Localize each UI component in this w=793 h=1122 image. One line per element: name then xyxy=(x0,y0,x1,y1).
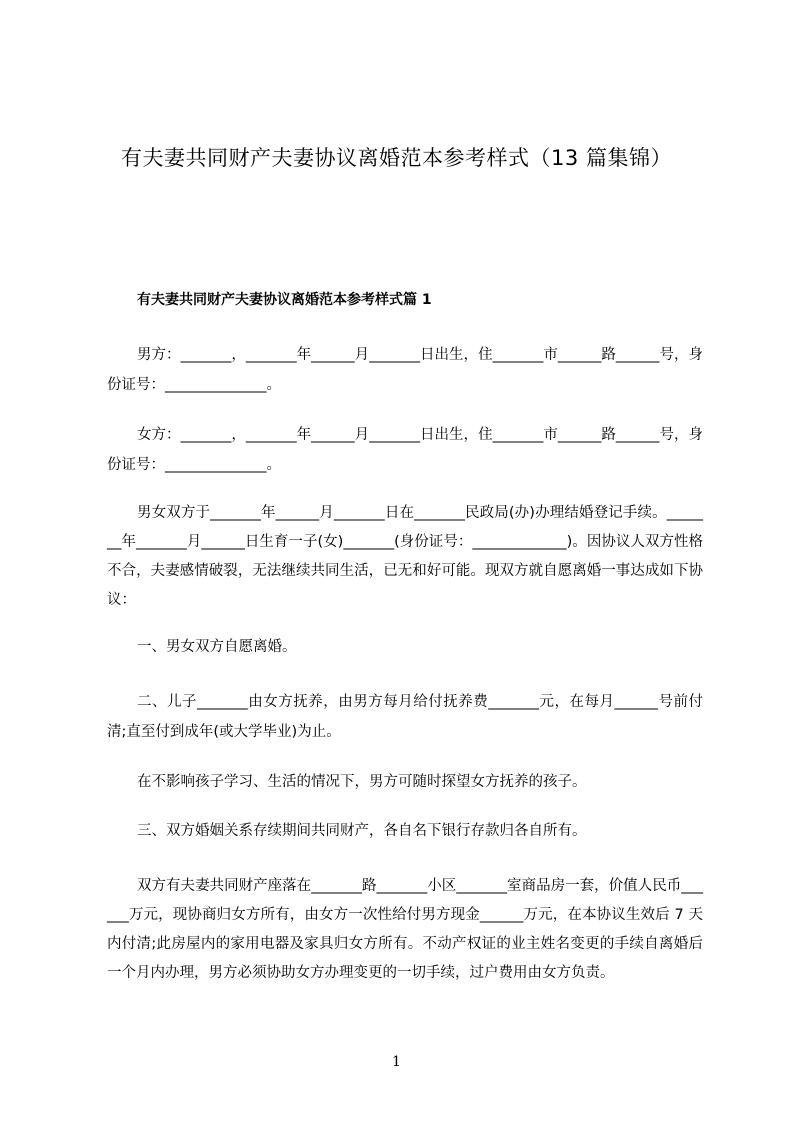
page-number: 1 xyxy=(392,1054,401,1070)
paragraph-clause-3: 三、双方婚姻关系存续期间共同财产，各自名下银行存款归各自所有。 xyxy=(137,823,587,839)
paragraph-visitation: 在不影响孩子学习、生活的情况下，男方可随时探望女方抚养的孩子。 xyxy=(137,774,587,790)
document-title: 有夫妻共同财产夫妻协议离婚范本参考样式（13 篇集锦） xyxy=(121,146,672,170)
paragraph-marriage-background: 男女双方于_______年______月_______日在_______民政局(办)办理结婚登记手续。_______年_______月______日生育一子(女)_______(身份证号：_____________)。因协议人双方性格不合，夫妻感情破裂，无法继续共同生活，已无和好可能。现双方就自愿离婚一事达成如下协议： xyxy=(107,505,703,608)
paragraph-clause-1: 一、男女双方自愿离婚。 xyxy=(137,639,297,655)
paragraph-wife-info: 女方：_______，_______年______月_______日出生，住_______市______路______号，身份证号：______________。 xyxy=(107,427,703,473)
paragraph-husband-info: 男方：_______，_______年______月_______日出生，住_______市______路______号，身份证号：______________。 xyxy=(107,347,703,393)
paragraph-clause-2: 二、儿子_______由女方抚养，由男方每月给付抚养费_______元，在每月______号前付清;直至付到成年(或大学毕业)为止。 xyxy=(107,694,703,740)
paragraph-property: 双方有夫妻共同财产座落在_______路_______小区_______室商品房一套，价值人民币______万元，现协商归女方所有，由女方一次性给付男方现金______万元，在本协议生效后 7 天内付清;此房屋内的家用电器及家具归女方所有。不动产权证的业主姓名变更的手续自离婚后一个月内办理，男方必须协助女方办理变更的一切手续，过户费用由女方负责。 xyxy=(107,878,703,981)
section-title: 有夫妻共同财产夫妻协议离婚范本参考样式篇 1 xyxy=(137,292,432,308)
